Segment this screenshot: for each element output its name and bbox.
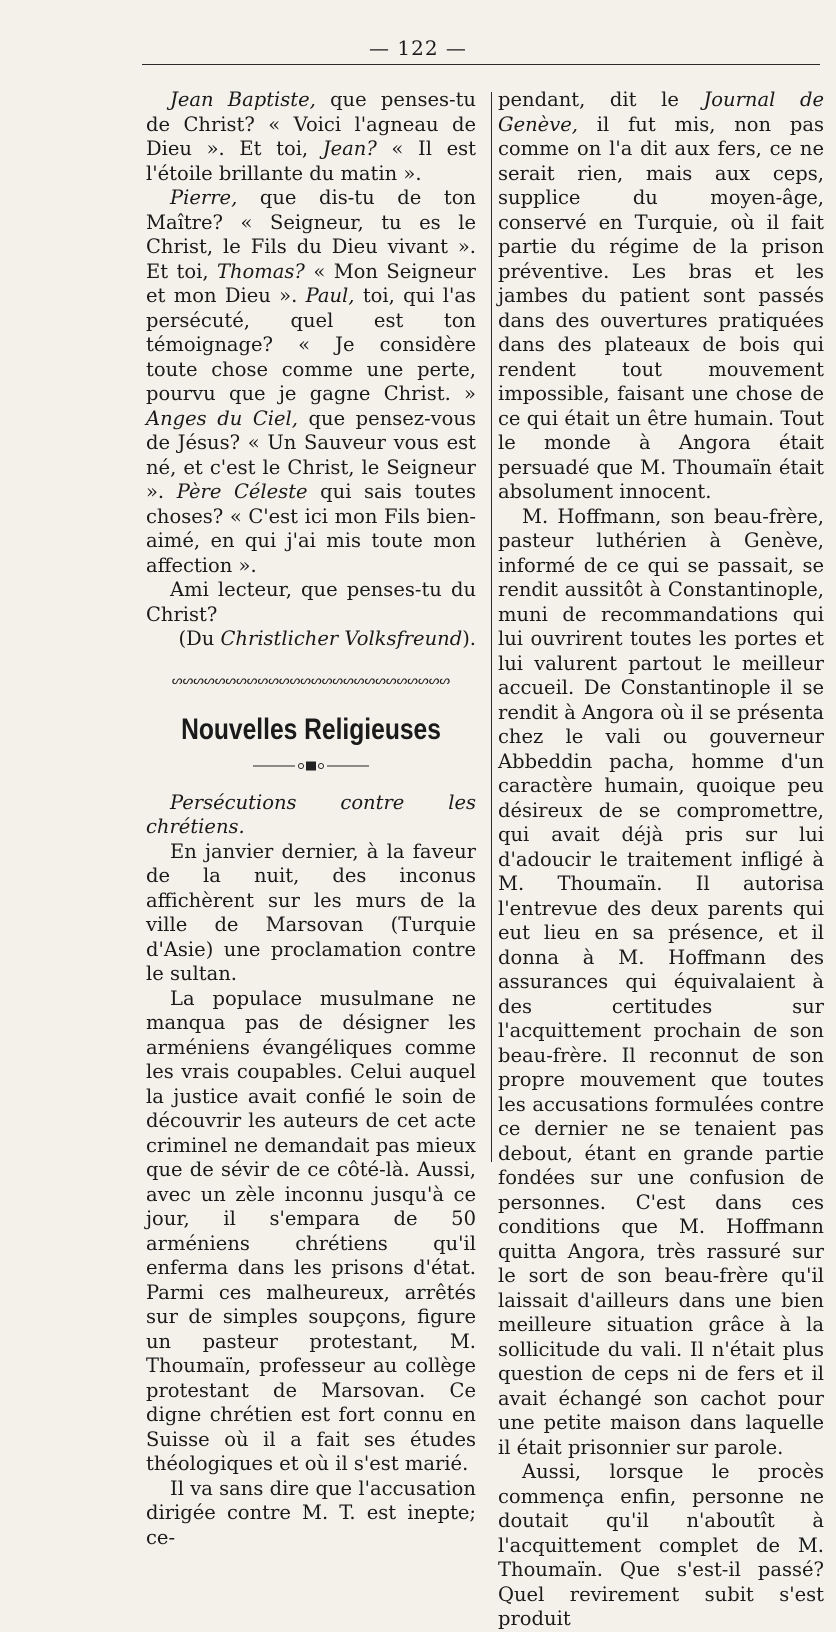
text-run: ). <box>462 627 476 650</box>
text-italic: Anges du Ciel, <box>146 406 298 430</box>
text-run: « Il est l'étoile brillante du matin ». <box>146 137 476 185</box>
source-name: Christlicher Volksfreund <box>220 627 463 650</box>
source-attribution <box>146 627 476 652</box>
header-rule <box>142 64 820 65</box>
paragraph-ami-lecteur: Ami lecteur, que penses-tu du Christ? <box>146 578 476 626</box>
text-italic: Journal de Genève, <box>498 88 824 136</box>
paragraph-jean-baptiste <box>146 88 476 186</box>
text-run: que penses-tu de Christ? « Voici l'agneau de Dieu ». Et toi, <box>146 88 476 160</box>
text-run: pendant, dit le <box>498 88 704 111</box>
text-italic: Pierre, <box>170 186 238 209</box>
text-run: « Mon Seigneur et mon Dieu ». <box>146 259 477 307</box>
text-run: il fut mis, non pas comme on l'a dit aux fers, ce ne serait rien, mais aux ceps, supplice du moyen-âge, conservé en Turquie, où il fait partie du régime de la prison préventive. Les bras et les jambes du patient sont passés dans des ouvertures pratiquées dans des plateaux de bois qui rendent tout mouvement impossible, faisant une chose de ce qui était un être humain. Tout le monde à Angora était persuadé que M. Thoumaïn était absolument innocent. <box>498 112 824 503</box>
text-italic: Jean? <box>322 137 377 160</box>
text-run: qui sais toutes choses? « C'est ici mon Fils bien-aimé, en qui j'ai mis toute mon affection ». <box>146 480 476 577</box>
column-divider <box>491 92 492 1162</box>
text-run: que dis-tu de ton Maître? « Seigneur, tu es le Christ, le Fils du Dieu vivant ». Et toi, <box>146 186 476 283</box>
paragraph-populace: La populace musulmane ne manqua pas de désigner les arméniens évangéliques comme les vrais coupables. Celui auquel la justice avait confié le soin de découvrir les auteurs de cet acte criminel ne demandait pas mieux que de sévir de ce côté-là. Aussi, avec un zèle inconnu jusqu'à ce jour, il s'empara de 50 arméniens chrétiens qu'il enferma dans les prisons d'état. Parmi ces malheureux, arrêtés sur de simples soupçons, figure un pasteur protestant, M. Thoumaïn, professeur au collège protestant de Marsovan. Ce digne chrétien est fort connu en Suisse où il a fait ses études théologiques et où il s'est marié. <box>146 986 476 1475</box>
right-column <box>498 88 824 1632</box>
text-italic: Thomas? <box>216 259 305 283</box>
subheading <box>146 791 476 840</box>
subheading-text: Persécutions contre les chrétiens. <box>146 790 476 838</box>
text-run: (Du <box>178 627 221 650</box>
text-italic: Paul, <box>305 284 355 307</box>
text-run: que pensez-vous de Jésus? « Un Sauveur vous est né, et c'est le Christ, le Seigneur ». <box>146 406 476 503</box>
paragraph-hoffmann: M. Hoffmann, son beau-frère, pasteur luthérien à Genève, informé de ce qui se passait, se rendit aussitôt à Constantinople, muni de recommandations qui lui ouvrirent toutes les portes et lui valurent partout le meilleur accueil. De Constantinople il se rendit à Angora où il se présenta chez le vali ou gouverneur Abbeddin pacha, homme d'un caractère humain, quoique peu désireux de se compromettre, qui avait déjà pris sur lui d'adoucir le traitement infligé à M. Thoumaïn. Il autorisa l'entrevue des deux parents qui eut lieu en sa présence, et il donna à M. Hoffmann des assurances qui équivalaient à des certitudes sur l'acquittement prochain de son beau-frère. Il reconnut de son propre mouvement que toutes les accusations formulées contre ce dernier ne se tenaient pas debout, étant en grande partie fondées sur une confusion de personnes. C'est dans ces conditions que M. Hoffmann quitta Angora, très rassuré sur le sort de son beau-frère qu'il laissait d'ailleurs dans une bien meilleure situation grâce à la sollicitude du vali. Il n'était plus question de ceps ni de fers et il avait échangé son cachot pour une petite maison dans laquelle il était prisonnier sur parole. <box>498 504 824 1459</box>
section-title: Nouvelles Religieuses <box>181 713 441 746</box>
paragraph-journal-geneve <box>498 88 824 505</box>
flourish-icon <box>146 756 476 781</box>
paragraph-janvier: En janvier dernier, à la faveur de la nuit, des inconus affichèrent sur les murs de la ville de Marsovan (Turquie d'Asie) une proclamation contre le sultan. <box>146 839 476 985</box>
left-column <box>146 88 476 1550</box>
text-italic: Jean Baptiste, <box>170 88 316 111</box>
paragraph-proces: Aussi, lorsque le procès commença enfin, personne ne doutait qu'il n'aboutît à l'acquittement complet de M. Thoumaïn. Que s'est-il passé? Quel revirement subit s'est produit <box>498 1460 824 1630</box>
page-number: — 122 — <box>369 36 467 60</box>
text-run: toi, qui l'as persécuté, quel est ton témoignage? « Je considère toute chose comme une perte, pourvu que je gagne Christ. » <box>146 284 477 405</box>
paragraph-accusation: Il va sans dire que l'accusation dirigée contre M. T. est inepte; ce- <box>146 1476 476 1549</box>
text-italic: Père Céleste <box>176 480 308 503</box>
ornamental-divider: ᔕᔕᔕᔕᔕᔕᔕᔕᔕᔕᔕᔕᔕᔕᔕᔕᔕᔕᔕᔕᔕᔕᔕᔕᔕᔕ <box>171 672 451 687</box>
paragraph-pierre <box>146 186 476 578</box>
